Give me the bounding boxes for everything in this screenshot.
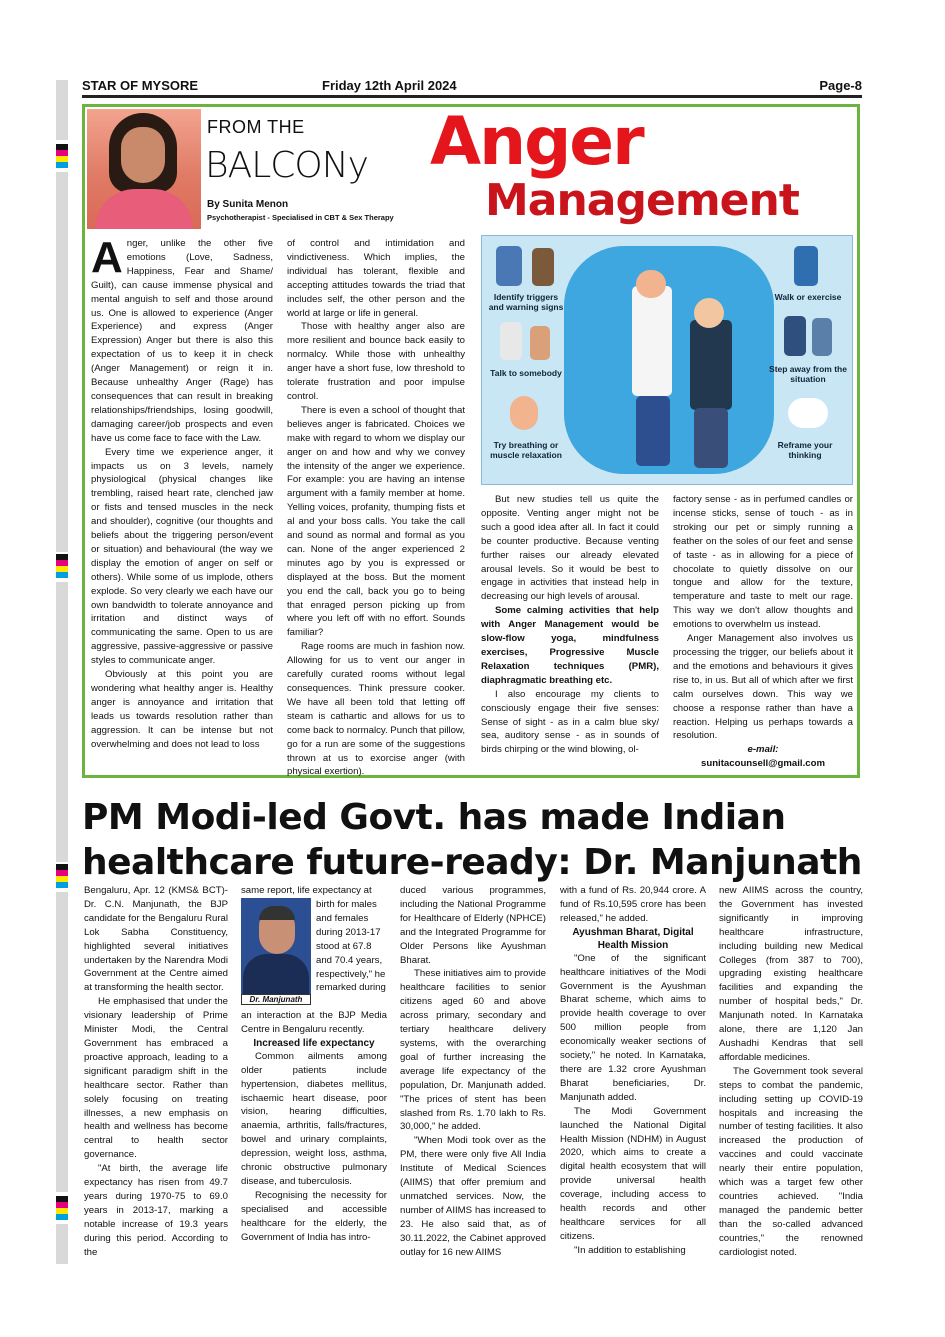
paragraph: new AIIMS across the country, the Government has invested significantly in improving healthcare infrastructure, including building new Medical Colleges (from 387 to 700), upgrading existing healthcare facilities and expanding the number of hospital beds," Dr. Manjunath noted. In Karnataka alone, there are 1,120 Jan Aushadhi Kendras that sell affordable medicines.	[719, 885, 863, 1063]
registration-bar	[56, 80, 68, 140]
paragraph: Recognising the necessity for specialised and accessible healthcare for the elderly, the Government of India has intro-	[241, 1189, 387, 1243]
infographic-label: Identify triggers and warning signs	[488, 292, 564, 312]
paragraph: same report, life expectancy at	[241, 885, 372, 896]
masthead-rule	[82, 95, 862, 98]
breathing-figure	[510, 396, 538, 430]
paragraph: But new studies tell us quite the opposite. Venting anger might not be such a good idea after all. In fact it could be counter productive. Because venting further raises our already elevated arousal levels. So it would be best to engage in activities that instead help in decreasing our high levels of arousal.	[481, 494, 659, 603]
paragraph: duced various programmes, including the National Programme for Healthcare of Elderly (NPHCE) and the Integrated Programme for Older Persons like Ayushman Bharat.	[400, 885, 546, 966]
color-registration-mark	[56, 144, 68, 168]
paragraph: Common ailments among older patients include hypertension, diabetes mellitus, ischaemic heart disease, poor vision, hearing difficulties, anaemia, arthritis, falls/fractures, bowel and urinary complaints, depression, weight loss, asthma, chronic obstructive pulmonary disease, and tuberculosis.	[241, 1050, 387, 1187]
paragraph: "When Modi took over as the PM, there were only five All India Institute of Medical Sciences (AIIMS) that offer premium and unmatched services. Now, the number of AIIMS has increased to 23. He also said that, as of 30.11.2022, the Cabinet approved outlay for 16 new AIIMS	[400, 1135, 546, 1258]
paragraph: birth for males and females during 2013-17 stood at 67.8 and 70.4 years, respectively," he remarked during	[316, 899, 386, 994]
manjunath-photo	[241, 898, 311, 994]
paragraph: an interaction at the BJP Media Centre in Bengaluru recently.	[241, 1010, 387, 1035]
paragraph: He emphasised that under the visionary leadership of Prime Minister Modi, the Central Government has embraced a proactive approach, leading to a significant paradigm shift in the healthcare sector. Rather than solely focusing on treating illnesses, a new emphasis on health and wellness has become central to health sector governance.	[84, 996, 228, 1161]
registration-bar	[56, 1224, 68, 1264]
subheading: Increased life expectancy	[253, 1037, 375, 1049]
photo-caption: Dr. Manjunath	[241, 994, 311, 1005]
paragraph: "At birth, the average life expectancy has risen from 49.7 years during 1970-75 to 69.0 years in 2013-17, marking a notable increase of 19.3 years during this period. According to the	[84, 1163, 228, 1258]
anger-infographic	[481, 235, 853, 485]
angry-man-legs	[636, 396, 670, 466]
column-from: FROM THE	[207, 117, 305, 137]
headline-line2: healthcare future-ready: Dr. Manjunath	[82, 842, 862, 883]
paragraph: with a fund of Rs. 20,944 crore. A fund of Rs.10,595 crore has been released," he added.	[560, 885, 706, 924]
color-registration-mark	[56, 864, 68, 888]
drop-cap: A	[91, 233, 123, 282]
issue-date: Friday 12th April 2024	[322, 78, 457, 93]
author-credentials: Psychotherapist - Specialised in CBT & Sex Therapy	[207, 213, 394, 222]
email-label: e-mail:	[747, 744, 779, 755]
subheading: Ayushman Bharat, Digital Health Mission	[572, 926, 694, 951]
triggers-figure	[496, 246, 522, 286]
article-column-2	[287, 237, 465, 779]
paragraph: Some calming activities that help with Anger Management would be slow-flow yoga, mindfulness exercises, Progressive Muscle Relaxation techniques (PMR), diaphragmatic breathing etc.	[481, 605, 659, 686]
step-away-figure	[784, 316, 806, 356]
calm-man-head	[694, 298, 724, 328]
headline-line1: PM Modi-led Govt. has made Indian	[82, 797, 786, 838]
calm-man-legs	[694, 408, 728, 468]
paragraph: Rage rooms are much in fashion now. Allowing for us to vent our anger in carefully curated rooms without legal consequences. Think pressure cooker. We have all been told that letting off steam is cathartic and allows for us to come back to normalcy. Punch that pillow, go for a run are some of the suggestions thrown at us to exorcise anger (with physical exertion).	[287, 641, 465, 778]
step-away-figure-2	[812, 318, 832, 356]
angry-man-figure	[632, 286, 672, 396]
news-column-3	[400, 884, 546, 1259]
article-column-3	[481, 493, 659, 757]
author-email	[673, 743, 853, 771]
infographic-label: Try breathing or muscle relaxation	[490, 440, 562, 460]
registration-bar	[56, 892, 68, 1192]
paragraph: Bengaluru, Apr. 12 (KMS& BCT)- Dr. C.N. Manjunath, the BJP candidate for the Bengaluru Rural Lok Sabha Constituency, highlighted several initiatives undertaken by the Narendra Modi Government at the Centre aimed at transforming the health sector.	[84, 885, 228, 994]
article-column-1	[91, 233, 273, 752]
page-number: Page-8	[819, 78, 862, 93]
anger-management-article	[82, 104, 860, 778]
paragraph: Obviously at this point you are wondering what healthy anger is. Healthy anger is annoyance and irritation that leads us towards resolution rather than aggression. It can be intense but not overwhelming and does not lead to loss	[91, 669, 273, 750]
infographic-label: Reframe your thinking	[777, 440, 833, 460]
column-name: BALCONy	[205, 145, 368, 186]
walking-figure	[794, 246, 818, 286]
calm-man-figure	[690, 320, 732, 410]
news-column-5	[719, 884, 863, 1259]
infographic-label: Step away from the situation	[769, 364, 847, 384]
news-column-1	[84, 884, 228, 1259]
color-registration-mark	[56, 1196, 68, 1220]
paragraph: factory sense - as in perfumed candles or incense sticks, sense of touch - as in stroking our pet or simply running a feather on the soles of our feet and sense of taste - as in allowing for a piece of chocolate to quietly dissolve on our tongue and allow for the texture, temperature and taste to melt our rage. This way we don't allow thoughts and emotions to overwhelm us instead.	[673, 494, 853, 631]
news-column-2-body	[241, 1009, 387, 1245]
paragraph: "One of the significant healthcare initiatives of the Modi Government is the Ayushman Bharat scheme, which aims to provide health coverage to over 500 million people from economically weaker sections of society," he noted. In Karnataka, there are 1.32 crore Ayushman Bharat beneficiaries, Dr. Manjunath added.	[560, 952, 706, 1103]
paragraph: Those with healthy anger also are more resilient and bounce back easily to normalcy. While those with unhealthy anger have a short fuse, low threshold to tolerate frustration and poor impulse control.	[287, 321, 465, 402]
news-column-2-side	[316, 898, 387, 995]
paper-name: STAR OF MYSORE	[82, 78, 199, 93]
color-registration-mark	[56, 554, 68, 578]
paragraph: These initiatives aim to provide healthcare facilities to senior citizens aged 60 and above across primary, secondary and tertiary healthcare delivery systems, with the overarching goal of further increasing the average life expectancy of the population, Dr. Manjunath added. "The prices of stent has been slashed from Rs. 1.70 lakh to Rs. 30,000," he added.	[400, 968, 546, 1133]
registration-bar	[56, 172, 68, 552]
infographic-label: Walk or exercise	[774, 292, 842, 302]
masthead	[82, 76, 862, 94]
paragraph: nger, unlike the other five emotions (Love, Sadness, Happiness, Fear and Shame/ Guilt), can cause immense physical and mental anguish to self and those around us. One is allowed to experience (Anger Experience) and express (Anger Expression) Anger but there is also this expectation of us to keep it in check (Anger Management) or reign it in. Because unhealthy Anger (Rage) has consequences that can result in breaking relationships/friendships, losing goodwill, damaging career/job prospects and even have us come face to face with the Law.	[91, 238, 273, 444]
paragraph: I also encourage my clients to consciously engage their five senses: Sense of sight - as in a calm blue sky/ sea, auditory sense - as in sounds of birds chirping or the wind blowing, ol-	[481, 688, 659, 756]
paragraph: The Modi Government launched the National Digital Health Mission (NDHM) in August 2020, which aims to create a digital health ecosystem that will provide universal health coverage, including access to health records and other healthcare services for all citizens.	[560, 1105, 706, 1242]
news-column-2	[241, 884, 387, 898]
paragraph: Every time we experience anger, it impacts us on 3 levels, namely physiological (physical changes like trembling, raised heart rate, clenched jaw or fists and tensed muscles in the neck and shoulder), cognitive (our thoughts and beliefs about the triggering person/event or situation) and behavioural (the way we display the emotion of anger on self or others). While some of us implode, others explode. So very clearly we each have our own bandwidth to tolerate annoyance and irritation and distinct ways of communicating the same. Open to us are aggressive, passive-aggressive or passive styles to communicate anger.	[91, 446, 273, 667]
article-column-4	[673, 493, 853, 743]
infographic-label: Talk to somebody	[490, 368, 562, 378]
author-photo	[87, 109, 201, 229]
angry-man-head	[636, 270, 666, 298]
talk-figure-2	[530, 326, 550, 360]
paragraph: Anger Management also involves us processing the trigger, our beliefs about it and the emotions and behaviours it gives rise to, in us. But all of which after we first calm ourselves down. This way we choose a response rather than have a reaction. Helping us perhaps towards a resolution.	[673, 633, 853, 742]
news-column-4	[560, 884, 706, 1258]
article-title-line2: Management	[485, 175, 799, 226]
talk-figure	[500, 322, 522, 360]
byline: By Sunita Menon	[207, 199, 289, 210]
paragraph: There is even a school of thought that believes anger is fabricated. Choices we make with regard to whom we display our anger on and how and why we convey the intensity of the anger we experience. For example: you are having an intense argument with a family member at home. Yelling voices, profanity, thumping fists et al and your boss calls. You take the call and sound as normal and formal as you can. None of the anger experienced 2 minutes ago by you is expressed or displayed at the boss. But the moment you end the call, back you go to being that enraged person picking up from where you left off with no effort. Sounds familiar?	[287, 404, 465, 639]
paragraph: of control and intimidation and vindictiveness. Which implies, the individual has tolerant, flexible and accepting attitudes towards the triad that includes self, the other person and the world at large or life in general.	[287, 238, 465, 319]
article-title-line1: Anger	[430, 103, 643, 180]
paragraph: The Government took several steps to combat the pandemic, including setting up COVID-19 hospitals and increasing the number of testing facilities. It also increased the production of vaccines and could vaccinate nearly their entire population, which was a target few other countries achieved. "India managed the pandemic better than the so-called advanced countries," the renowned cardiologist noted.	[719, 1065, 863, 1258]
email-address: sunitacounsell@gmail.com	[701, 758, 825, 769]
paragraph: "In addition to establishing	[574, 1244, 686, 1256]
registration-bar	[56, 582, 68, 862]
thought-bubble	[788, 398, 828, 428]
triggers-figure-2	[532, 248, 554, 286]
